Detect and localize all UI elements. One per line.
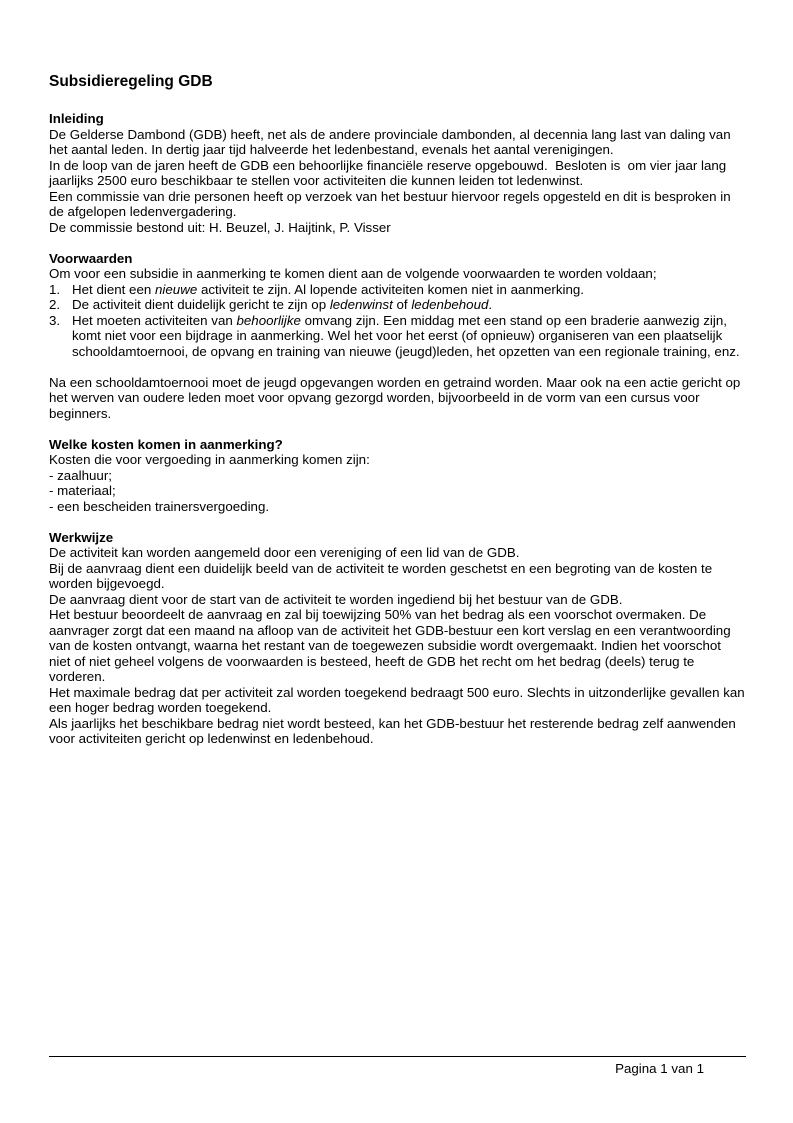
section-heading-voorwaarden: Voorwaarden: [49, 250, 133, 266]
paragraph: De aanvraag dient voor de start van de activiteit te worden ingediend bij het bestuur van de GDB.: [49, 591, 623, 607]
page-footer: [49, 1056, 746, 1077]
paragraph: De activiteit kan worden aangemeld door een vereniging of een lid van de GDB.: [49, 545, 520, 560]
paragraph: Het bestuur beoordeelt de aanvraag en zal bij toewijzing 50% van het bedrag als een voorschot overmaken. De aanvrager zorgt dat een maand na afloop van de activiteit het GDB-bestuur een kort verslag en een verantwoording van de kosten ontvangt, waarna het restant van de toegewezen subsidie wordt overgemaakt. Indien het voorschot niet of niet geheel volgens de voorwaarden is besteed, heeft de GDB het recht om het bedrag (deels) terug te vorderen.: [49, 607, 735, 684]
list-item-text: De activiteit dient duidelijk gericht te zijn op ledenwinst of ledenbehoud.: [72, 297, 493, 312]
dash-list-item: - zaalhuur;: [49, 467, 112, 483]
footer-divider: [49, 1056, 746, 1057]
paragraph: Om voor een subsidie in aanmerking te komen dient aan de volgende voorwaarden te worden voldaan;: [49, 266, 657, 281]
list-item-text: Het moeten activiteiten van behoorlijke omvang zijn. Een middag met een stand op een braderie aanwezig zijn, komt niet voor een bijdrage in aanmerking. Wel het voor het eerst (of opnieuw) organiseren van een plaatselijk schooldamtoernooi, de opvang en training van nieuwe (jeugd)leden, het opzetten van een regionale training, enz.: [72, 312, 740, 359]
numbered-list: [49, 282, 746, 360]
list-item: [49, 282, 746, 298]
paragraph: Als jaarlijks het beschikbare bedrag niet wordt besteed, kan het GDB-bestuur het resterende bedrag zelf aanwenden voor activiteiten gericht op ledenwinst en ledenbehoud.: [49, 715, 740, 746]
section-heading-inleiding: Inleiding: [49, 111, 104, 126]
dash-list-item: - materiaal;: [49, 483, 116, 498]
list-item: [49, 313, 746, 360]
paragraph: De commissie bestond uit: H. Beuzel, J. Haijtink, P. Visser: [49, 219, 391, 235]
list-item: [49, 297, 746, 313]
paragraph: In de loop van de jaren heeft de GDB een behoorlijke financiële reserve opgebouwd. Besloten is om vier jaar lang jaarlijks 2500 euro beschikbaar te stellen voor activiteiten die kunnen leiden tot ledenwinst.: [49, 157, 730, 188]
dash-list-item: - een bescheiden trainersvergoeding.: [49, 498, 270, 514]
list-item-text: Het dient een nieuwe activiteit te zijn. Al lopende activiteiten komen niet in aanmerking.: [72, 281, 584, 297]
section-werkwijze: [49, 529, 749, 747]
section-kosten: [49, 437, 746, 515]
paragraph: Na een schooldamtoernooi moet de jeugd opgevangen worden en getraind worden. Maar ook na een actie gericht op het werven van oudere leden moet voor opvang gezorgd worden, bijvoorbeeld in de vorm van een cursus voor beginners.: [49, 374, 745, 421]
section-inleiding: [49, 111, 746, 235]
list-item-number: 3.: [49, 312, 61, 328]
section-heading-kosten: Welke kosten komen in aanmerking?: [49, 436, 283, 452]
paragraph: Een commissie van drie personen heeft op verzoek van het bestuur hiervoor regels opgesteld en dit is besproken in de afgelopen ledenvergadering.: [49, 188, 735, 219]
paragraph: Kosten die voor vergoeding in aanmerking komen zijn:: [49, 452, 370, 467]
section-voorwaarden: [49, 251, 746, 422]
paragraph: De Gelderse Dambond (GDB) heeft, net als de andere provinciale dambonden, al decennia lang last van daling van het aantal leden. In dertig jaar tijd halveerde het ledenbestand, evenals het aantal verenigingen.: [49, 126, 735, 157]
paragraph: Het maximale bedrag dat per activiteit zal worden toegekend bedraagt 500 euro. Slechts in uitzonderlijke gevallen kan een hoger bedrag worden toegekend.: [49, 684, 749, 715]
section-heading-werkwijze: Werkwijze: [49, 529, 114, 545]
document-title: Subsidieregeling GDB: [49, 73, 213, 90]
paragraph: Bij de aanvraag dient een duidelijk beeld van de activiteit te worden geschetst en een begroting van de kosten te worden bijgevoegd.: [49, 560, 716, 591]
list-item-number: 2.: [49, 297, 61, 312]
list-item-number: 1.: [49, 281, 61, 297]
page-number: Pagina 1 van 1: [615, 1061, 704, 1076]
